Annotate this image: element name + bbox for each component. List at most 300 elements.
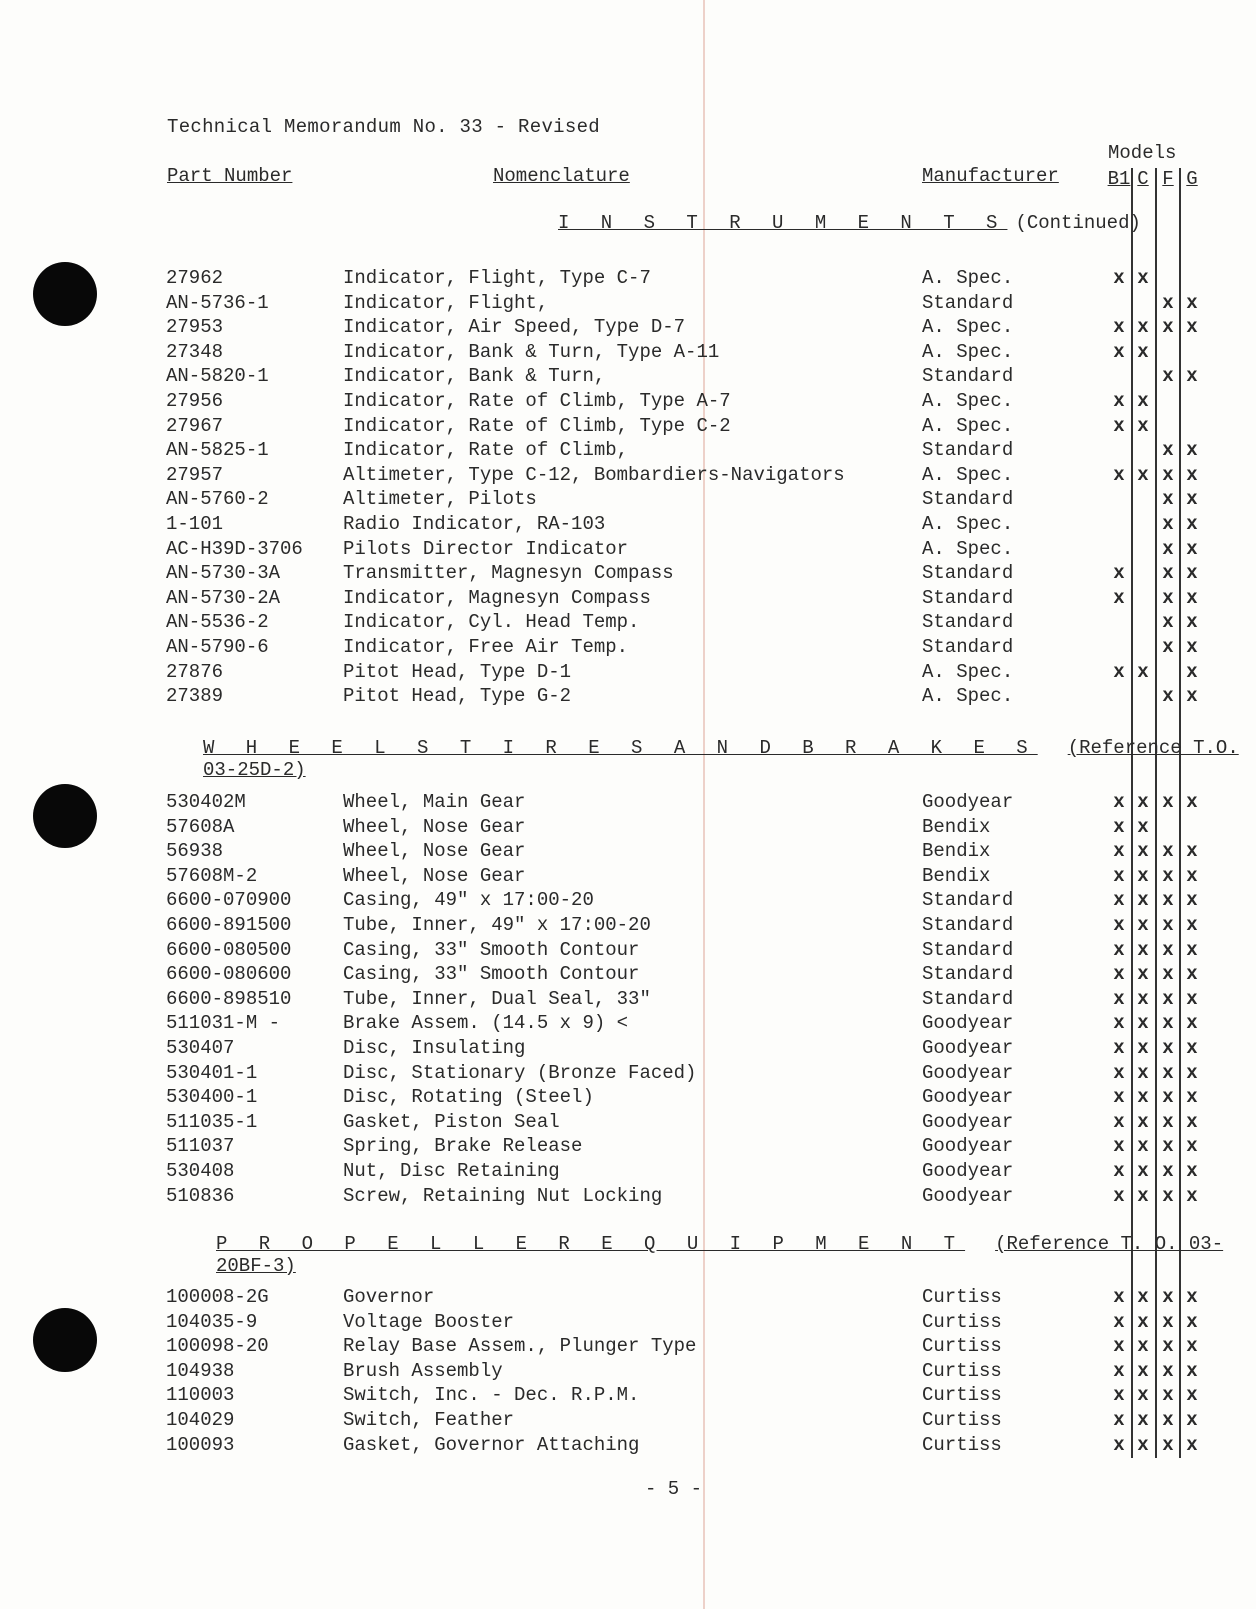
header-model-f: F: [1162, 168, 1174, 190]
model-mark-g: x: [1186, 889, 1198, 912]
manufacturer-cell: Curtiss: [922, 1409, 1002, 1431]
model-mark-f: x: [1162, 636, 1174, 658]
nomenclature-cell: Gasket, Governor Attaching: [343, 1433, 640, 1456]
part-number-cell: 100008-2G: [166, 1286, 269, 1308]
model-mark-c: x: [1137, 660, 1149, 683]
part-number-cell: 1-101: [166, 513, 224, 535]
table-row: [0, 1384, 1256, 1408]
part-number-cell: 530408: [166, 1160, 235, 1182]
manufacturer-cell: Standard: [922, 291, 1014, 314]
nomenclature-cell: Indicator, Magnesyn Compass: [343, 586, 651, 609]
part-number-cell: AC-H39D-3706: [166, 537, 303, 560]
model-mark-b1: x: [1113, 987, 1125, 1010]
header-model-b1: B1: [1107, 168, 1131, 190]
part-number-cell: 100098-20: [166, 1335, 269, 1358]
table-row: [0, 267, 1256, 291]
section-reference: (Reference T. O. 03-20BF-3): [216, 1233, 1224, 1277]
manufacturer-cell: Goodyear: [922, 1110, 1014, 1133]
model-mark-c: x: [1137, 1160, 1149, 1182]
table-row: [0, 365, 1256, 389]
nomenclature-cell: Governor: [343, 1286, 435, 1308]
model-mark-b1: x: [1113, 815, 1125, 838]
part-number-cell: AN-5736-1: [166, 291, 269, 314]
model-mark-g: x: [1186, 840, 1198, 863]
model-mark-g: x: [1186, 1037, 1198, 1059]
model-mark-f: x: [1162, 938, 1174, 961]
manufacturer-cell: Curtiss: [922, 1310, 1002, 1333]
table-row: [0, 292, 1256, 316]
part-number-cell: 57608M-2: [166, 864, 258, 887]
model-mark-b1: x: [1113, 316, 1125, 339]
model-mark-f: x: [1162, 963, 1174, 986]
model-mark-g: x: [1186, 1184, 1198, 1207]
model-mark-g: x: [1186, 586, 1198, 609]
model-mark-b1: x: [1113, 1037, 1125, 1059]
nomenclature-cell: Pilots Director Indicator: [343, 537, 629, 560]
manufacturer-cell: Standard: [922, 963, 1014, 986]
manufacturer-cell: A. Spec.: [922, 513, 1014, 535]
part-number-cell: AN-5790-6: [166, 636, 269, 658]
manufacturer-cell: A. Spec.: [922, 463, 1014, 486]
part-number-cell: AN-5825-1: [166, 439, 269, 462]
part-number-cell: 56938: [166, 840, 224, 863]
part-number-cell: 104029: [166, 1409, 235, 1431]
model-mark-f: x: [1162, 562, 1174, 585]
section-reference: (Continued): [1015, 212, 1141, 234]
part-number-cell: 27962: [166, 267, 224, 289]
model-mark-g: x: [1186, 1310, 1198, 1333]
nomenclature-cell: Indicator, Free Air Temp.: [343, 636, 629, 658]
table-row: [0, 587, 1256, 611]
section-reference: (Reference T.O. 03-25D-2): [203, 737, 1239, 781]
nomenclature-cell: Spring, Brake Release: [343, 1135, 583, 1158]
model-mark-b1: x: [1113, 1384, 1125, 1407]
model-mark-c: x: [1137, 1335, 1149, 1358]
part-number-cell: AN-5730-3A: [166, 562, 281, 585]
table-row: [0, 1360, 1256, 1384]
table-row: [0, 439, 1256, 463]
model-mark-g: x: [1186, 1433, 1198, 1456]
manufacturer-cell: A. Spec.: [922, 267, 1014, 289]
manufacturer-cell: A. Spec.: [922, 685, 1014, 708]
part-number-cell: 27967: [166, 414, 224, 437]
model-mark-g: x: [1186, 1110, 1198, 1133]
model-mark-f: x: [1162, 1310, 1174, 1333]
table-row: [0, 1286, 1256, 1310]
model-mark-b1: x: [1113, 914, 1125, 936]
model-mark-f: x: [1162, 1012, 1174, 1035]
model-mark-b1: x: [1113, 463, 1125, 486]
model-mark-f: x: [1162, 586, 1174, 609]
model-mark-f: x: [1162, 914, 1174, 936]
manufacturer-cell: Standard: [922, 562, 1014, 585]
model-mark-g: x: [1186, 938, 1198, 961]
model-mark-g: x: [1186, 660, 1198, 683]
part-number-cell: 57608A: [166, 815, 235, 838]
model-mark-b1: x: [1113, 1310, 1125, 1333]
model-mark-f: x: [1162, 987, 1174, 1010]
model-mark-f: x: [1162, 1433, 1174, 1456]
model-mark-g: x: [1186, 1384, 1198, 1407]
part-number-cell: 511037: [166, 1135, 235, 1158]
model-mark-g: x: [1186, 963, 1198, 986]
table-row: [0, 939, 1256, 963]
model-mark-b1: x: [1113, 1335, 1125, 1358]
section-name: P R O P E L L E R E Q U I P M E N T: [216, 1233, 966, 1255]
manufacturer-cell: A. Spec.: [922, 660, 1014, 683]
nomenclature-cell: Altimeter, Type C-12, Bombardiers-Navigators: [343, 463, 845, 486]
model-mark-g: x: [1186, 611, 1198, 634]
model-mark-b1: x: [1113, 660, 1125, 683]
model-mark-b1: x: [1113, 340, 1125, 363]
model-mark-g: x: [1186, 914, 1198, 936]
nomenclature-cell: Casing, 33" Smooth Contour: [343, 963, 640, 986]
model-mark-f: x: [1162, 840, 1174, 863]
part-number-cell: 27389: [166, 685, 224, 708]
table-row: [0, 316, 1256, 340]
table-row: [0, 538, 1256, 562]
model-mark-g: x: [1186, 439, 1198, 462]
manufacturer-cell: Standard: [922, 636, 1014, 658]
model-mark-c: x: [1137, 815, 1149, 838]
nomenclature-cell: Tube, Inner, Dual Seal, 33": [343, 987, 651, 1010]
model-mark-g: x: [1186, 1335, 1198, 1358]
part-number-cell: 104938: [166, 1359, 235, 1382]
model-mark-g: x: [1186, 791, 1198, 813]
manufacturer-cell: Goodyear: [922, 1086, 1014, 1109]
model-mark-c: x: [1137, 1037, 1149, 1059]
model-mark-f: x: [1162, 291, 1174, 314]
table-row: [0, 513, 1256, 537]
model-mark-c: x: [1137, 1110, 1149, 1133]
model-mark-g: x: [1186, 1135, 1198, 1158]
model-mark-c: x: [1137, 267, 1149, 289]
model-mark-c: x: [1137, 1061, 1149, 1084]
table-row: [0, 988, 1256, 1012]
model-mark-b1: x: [1113, 840, 1125, 863]
part-number-cell: 511031-M -: [166, 1012, 281, 1035]
model-mark-f: x: [1162, 463, 1174, 486]
header-part-number: Part Number: [167, 165, 293, 187]
model-mark-f: x: [1162, 1359, 1174, 1382]
part-number-cell: 511035-1: [166, 1110, 258, 1133]
nomenclature-cell: Disc, Rotating (Steel): [343, 1086, 594, 1109]
nomenclature-cell: Casing, 49" x 17:00-20: [343, 889, 594, 912]
model-mark-c: x: [1137, 914, 1149, 936]
table-row: [0, 791, 1256, 815]
part-number-cell: 6600-898510: [166, 987, 292, 1010]
model-mark-b1: x: [1113, 963, 1125, 986]
nomenclature-cell: Indicator, Bank & Turn,: [343, 365, 606, 388]
model-mark-f: x: [1162, 889, 1174, 912]
model-mark-f: x: [1162, 1086, 1174, 1109]
manufacturer-cell: Goodyear: [922, 1160, 1014, 1182]
nomenclature-cell: Radio Indicator, RA-103: [343, 513, 606, 535]
model-mark-g: x: [1186, 1286, 1198, 1308]
manufacturer-cell: Standard: [922, 586, 1014, 609]
manufacturer-cell: Curtiss: [922, 1384, 1002, 1407]
model-mark-b1: x: [1113, 938, 1125, 961]
table-row: [0, 889, 1256, 913]
model-mark-c: x: [1137, 1310, 1149, 1333]
manufacturer-cell: Bendix: [922, 815, 991, 838]
model-mark-f: x: [1162, 537, 1174, 560]
manufacturer-cell: Goodyear: [922, 1184, 1014, 1207]
document-title: Technical Memorandum No. 33 - Revised: [167, 116, 600, 138]
table-row: [0, 1111, 1256, 1135]
table-row: [0, 914, 1256, 938]
nomenclature-cell: Indicator, Bank & Turn, Type A-11: [343, 340, 720, 363]
table-row: [0, 1012, 1256, 1036]
nomenclature-cell: Relay Base Assem., Plunger Type: [343, 1335, 697, 1358]
section-name: I N S T R U M E N T S: [558, 212, 1008, 234]
part-number-cell: 530400-1: [166, 1086, 258, 1109]
model-mark-g: x: [1186, 291, 1198, 314]
model-mark-c: x: [1137, 1286, 1149, 1308]
model-mark-f: x: [1162, 1286, 1174, 1308]
model-mark-c: x: [1137, 1409, 1149, 1431]
model-mark-f: x: [1162, 1135, 1174, 1158]
model-mark-c: x: [1137, 1135, 1149, 1158]
model-mark-b1: x: [1113, 1359, 1125, 1382]
section-title: [203, 737, 1256, 781]
table-row: [0, 415, 1256, 439]
nomenclature-cell: Wheel, Nose Gear: [343, 864, 526, 887]
nomenclature-cell: Altimeter, Pilots: [343, 488, 537, 511]
manufacturer-cell: A. Spec.: [922, 537, 1014, 560]
nomenclature-cell: Indicator, Flight, Type C-7: [343, 267, 651, 289]
table-row: [0, 1335, 1256, 1359]
model-mark-f: x: [1162, 365, 1174, 388]
model-mark-f: x: [1162, 488, 1174, 511]
manufacturer-cell: Curtiss: [922, 1359, 1002, 1382]
nomenclature-cell: Indicator, Air Speed, Type D-7: [343, 316, 686, 339]
nomenclature-cell: Indicator, Cyl. Head Temp.: [343, 611, 640, 634]
model-mark-b1: x: [1113, 1409, 1125, 1431]
manufacturer-cell: Goodyear: [922, 1135, 1014, 1158]
model-mark-b1: x: [1113, 562, 1125, 585]
manufacturer-cell: A. Spec.: [922, 340, 1014, 363]
model-mark-f: x: [1162, 1160, 1174, 1182]
manufacturer-cell: Goodyear: [922, 1061, 1014, 1084]
manufacturer-cell: A. Spec.: [922, 414, 1014, 437]
model-mark-g: x: [1186, 316, 1198, 339]
part-number-cell: 110003: [166, 1384, 235, 1407]
header-model-g: G: [1186, 168, 1198, 190]
model-mark-c: x: [1137, 1359, 1149, 1382]
model-mark-g: x: [1186, 987, 1198, 1010]
table-row: [0, 1135, 1256, 1159]
model-mark-f: x: [1162, 1384, 1174, 1407]
model-mark-b1: x: [1113, 1061, 1125, 1084]
model-mark-c: x: [1137, 340, 1149, 363]
manufacturer-cell: Standard: [922, 938, 1014, 961]
nomenclature-cell: Pitot Head, Type G-2: [343, 685, 572, 708]
nomenclature-cell: Wheel, Main Gear: [343, 791, 526, 813]
table-row: [0, 685, 1256, 709]
part-number-cell: 100093: [166, 1433, 235, 1456]
part-number-cell: 6600-070900: [166, 889, 292, 912]
nomenclature-cell: Wheel, Nose Gear: [343, 815, 526, 838]
model-mark-f: x: [1162, 685, 1174, 708]
table-row: [0, 1086, 1256, 1110]
model-mark-f: x: [1162, 439, 1174, 462]
table-row: [0, 464, 1256, 488]
model-mark-b1: x: [1113, 1286, 1125, 1308]
table-row: [0, 963, 1256, 987]
nomenclature-cell: Disc, Stationary (Bronze Faced): [343, 1061, 697, 1084]
table-row: [0, 661, 1256, 685]
model-mark-g: x: [1186, 365, 1198, 388]
part-number-cell: 27876: [166, 660, 224, 683]
manufacturer-cell: Standard: [922, 987, 1014, 1010]
manufacturer-cell: Standard: [922, 439, 1014, 462]
table-row: [0, 865, 1256, 889]
manufacturer-cell: Standard: [922, 889, 1014, 912]
model-mark-f: x: [1162, 611, 1174, 634]
table-row: [0, 562, 1256, 586]
model-mark-b1: x: [1113, 390, 1125, 412]
part-number-cell: 530401-1: [166, 1061, 258, 1084]
part-number-cell: 27953: [166, 316, 224, 339]
model-mark-g: x: [1186, 685, 1198, 708]
manufacturer-cell: Standard: [922, 611, 1014, 634]
nomenclature-cell: Disc, Insulating: [343, 1037, 526, 1059]
manufacturer-cell: Goodyear: [922, 1037, 1014, 1059]
model-mark-g: x: [1186, 1160, 1198, 1182]
model-mark-f: x: [1162, 1409, 1174, 1431]
model-mark-g: x: [1186, 864, 1198, 887]
manufacturer-cell: Standard: [922, 488, 1014, 511]
model-mark-b1: x: [1113, 586, 1125, 609]
table-row: [0, 1037, 1256, 1061]
nomenclature-cell: Brake Assem. (14.5 x 9) <: [343, 1012, 629, 1035]
nomenclature-cell: Switch, Feather: [343, 1409, 515, 1431]
manufacturer-cell: A. Spec.: [922, 316, 1014, 339]
table-row: [0, 636, 1256, 660]
model-mark-g: x: [1186, 562, 1198, 585]
nomenclature-cell: Voltage Booster: [343, 1310, 515, 1333]
model-mark-b1: x: [1113, 1086, 1125, 1109]
model-mark-c: x: [1137, 889, 1149, 912]
table-row: [0, 488, 1256, 512]
model-mark-f: x: [1162, 1184, 1174, 1207]
model-mark-g: x: [1186, 537, 1198, 560]
part-number-cell: 6600-080500: [166, 938, 292, 961]
part-number-cell: AN-5730-2A: [166, 586, 281, 609]
model-mark-b1: x: [1113, 791, 1125, 813]
model-mark-c: x: [1137, 414, 1149, 437]
nomenclature-cell: Indicator, Rate of Climb, Type A-7: [343, 390, 731, 412]
model-mark-c: x: [1137, 791, 1149, 813]
model-mark-c: x: [1137, 864, 1149, 887]
part-number-cell: 104035-9: [166, 1310, 258, 1333]
table-row: [0, 611, 1256, 635]
header-nomenclature: Nomenclature: [493, 165, 630, 187]
part-number-cell: AN-5536-2: [166, 611, 269, 634]
table-row: [0, 1409, 1256, 1433]
models-heading: Models: [1108, 142, 1177, 164]
manufacturer-cell: Standard: [922, 914, 1014, 936]
model-mark-b1: x: [1113, 864, 1125, 887]
header-manufacturer: Manufacturer: [922, 165, 1059, 187]
model-mark-f: x: [1162, 1037, 1174, 1059]
model-mark-g: x: [1186, 1409, 1198, 1431]
model-mark-c: x: [1137, 390, 1149, 412]
model-mark-f: x: [1162, 316, 1174, 339]
table-row: [0, 840, 1256, 864]
model-mark-b1: x: [1113, 1433, 1125, 1456]
model-mark-g: x: [1186, 463, 1198, 486]
nomenclature-cell: Screw, Retaining Nut Locking: [343, 1184, 663, 1207]
model-mark-b1: x: [1113, 1160, 1125, 1182]
section-name: W H E E L S T I R E S A N D B R A K E S: [203, 737, 1038, 759]
section-title: [216, 1233, 1256, 1277]
section-title: [558, 212, 1141, 234]
model-mark-f: x: [1162, 1061, 1174, 1084]
model-mark-c: x: [1137, 1384, 1149, 1407]
model-mark-f: x: [1162, 1110, 1174, 1133]
nomenclature-cell: Tube, Inner, 49" x 17:00-20: [343, 914, 651, 936]
model-mark-b1: x: [1113, 1184, 1125, 1207]
model-mark-b1: x: [1113, 267, 1125, 289]
part-number-cell: 6600-080600: [166, 963, 292, 986]
page-number: - 5 -: [645, 1478, 703, 1500]
manufacturer-cell: Curtiss: [922, 1433, 1002, 1456]
nomenclature-cell: Brush Assembly: [343, 1359, 503, 1382]
part-number-cell: 27957: [166, 463, 224, 486]
nomenclature-cell: Indicator, Rate of Climb,: [343, 439, 629, 462]
model-mark-f: x: [1162, 1335, 1174, 1358]
nomenclature-cell: Nut, Disc Retaining: [343, 1160, 560, 1182]
model-mark-c: x: [1137, 316, 1149, 339]
model-mark-g: x: [1186, 1012, 1198, 1035]
manufacturer-cell: Curtiss: [922, 1286, 1002, 1308]
model-mark-g: x: [1186, 1061, 1198, 1084]
model-mark-c: x: [1137, 1433, 1149, 1456]
part-number-cell: 27348: [166, 340, 224, 363]
model-mark-b1: x: [1113, 1110, 1125, 1133]
table-row: [0, 1185, 1256, 1209]
part-number-cell: 510836: [166, 1184, 235, 1207]
model-mark-c: x: [1137, 840, 1149, 863]
nomenclature-cell: Casing, 33" Smooth Contour: [343, 938, 640, 961]
nomenclature-cell: Indicator, Flight,: [343, 291, 549, 314]
model-mark-f: x: [1162, 791, 1174, 813]
model-mark-c: x: [1137, 938, 1149, 961]
nomenclature-cell: Wheel, Nose Gear: [343, 840, 526, 863]
manufacturer-cell: Bendix: [922, 840, 991, 863]
model-mark-f: x: [1162, 513, 1174, 535]
nomenclature-cell: Transmitter, Magnesyn Compass: [343, 562, 674, 585]
table-row: [0, 341, 1256, 365]
table-row: [0, 1434, 1256, 1458]
model-mark-g: x: [1186, 636, 1198, 658]
part-number-cell: AN-5760-2: [166, 488, 269, 511]
model-mark-b1: x: [1113, 1135, 1125, 1158]
table-row: [0, 390, 1256, 414]
model-mark-b1: x: [1113, 414, 1125, 437]
nomenclature-cell: Indicator, Rate of Climb, Type C-2: [343, 414, 731, 437]
table-row: [0, 1311, 1256, 1335]
part-number-cell: 530402M: [166, 791, 246, 813]
manufacturer-cell: Goodyear: [922, 1012, 1014, 1035]
part-number-cell: 27956: [166, 390, 224, 412]
manufacturer-cell: Standard: [922, 365, 1014, 388]
manufacturer-cell: Goodyear: [922, 791, 1014, 813]
table-row: [0, 1160, 1256, 1184]
table-row: [0, 816, 1256, 840]
